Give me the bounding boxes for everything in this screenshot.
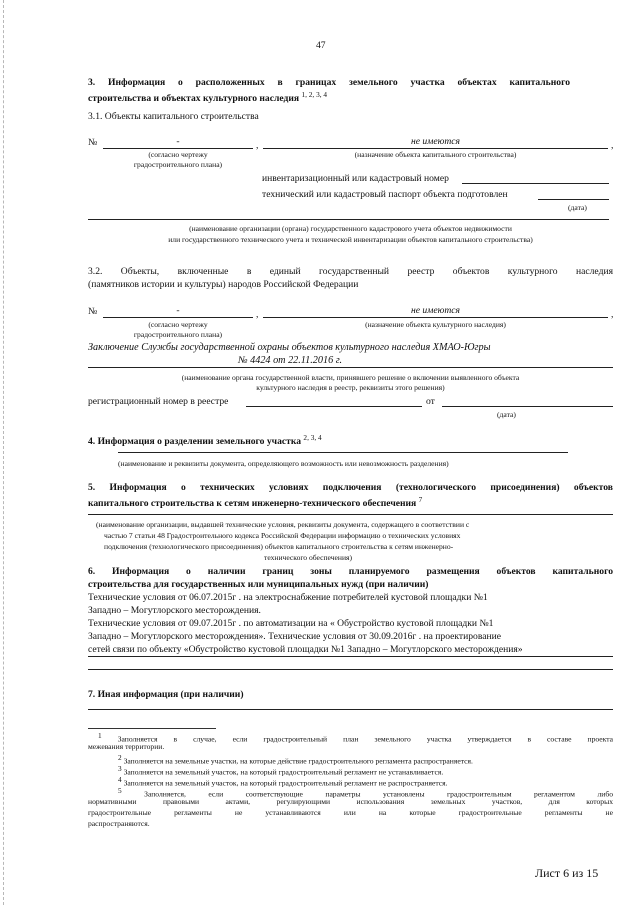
- section6-field-2: [88, 669, 613, 670]
- heritage-purpose-value: не имеются: [410, 305, 460, 316]
- org-caption-2: или государственного технического учета и технической инвентаризации объектов капитального строительства): [168, 235, 533, 244]
- section5-caption-2: частью 7 статьи 48 Градостроительного кодекса Российской Федерации информацию о технических условиях: [104, 531, 461, 540]
- registry-date-field: [442, 406, 613, 407]
- from-label: от: [426, 396, 435, 407]
- comma: ,: [611, 309, 614, 320]
- section4-caption: (наименование и реквизиты документа, определяющего возможность или невозможность разделения): [118, 459, 449, 468]
- footnote-separator: [88, 728, 216, 729]
- sheet-label: Лист 6 из 15: [535, 866, 599, 880]
- object-purpose-value: не имеются: [410, 136, 460, 147]
- section6-field-1: [88, 656, 613, 657]
- comma: ,: [256, 140, 259, 151]
- section4-field: [118, 452, 568, 453]
- section7-field: [88, 709, 613, 710]
- registry-label: регистрационный номер в реестре: [88, 396, 229, 407]
- section6-body-line3: Технические условия от 09.07.2015г . по автоматизации на « Обустройство кустовой площадки №1: [88, 618, 494, 629]
- scan-edge: [3, 0, 5, 905]
- org-field: [88, 219, 609, 220]
- section5-field: [88, 514, 613, 515]
- comma: ,: [611, 140, 614, 151]
- section4-title: 4. Информация о разделении земельного участка $^{2, 3, 4}$: [88, 433, 322, 448]
- heritage-purpose-field: [263, 317, 608, 318]
- footnote-1-line1: $^1$ Заполняется в случае, если градостроительный план земельного участка утверждается в составе проекта: [98, 731, 613, 744]
- section6-body-line1: Технические условия от 06.07.2015г . на электроснабжение потребителей кустовой площадки №1: [88, 592, 488, 603]
- comma: ,: [256, 309, 259, 320]
- authority-caption-2: культурного наследия в реестр, реквизиты этого решения): [256, 383, 445, 392]
- conclusion-line1: Заключение Службы государственной охраны объектов культурного наследия ХМАО-Югры: [88, 342, 491, 353]
- section6-title-line2: строительства для государственных или муниципальных нужд (при наличии): [88, 579, 429, 590]
- object-number-field: [103, 148, 253, 149]
- caption-drawing-2: градостроительного плана): [133, 160, 223, 169]
- section6-title-line1: 6. Информация о наличии границ зоны планируемого размещения объектов капитального: [88, 566, 613, 577]
- section3-title-line1: 3. Информация о расположенных в границах земельного участка объектах капитального: [88, 77, 570, 88]
- registry-number-field: [246, 406, 422, 407]
- footnote-3: $^3$ Заполняется на земельный участок, на который градостроительный регламент не устанавливается.: [118, 764, 444, 777]
- inventory-field: [462, 183, 609, 184]
- section5-title-line1: 5. Информация о технических условиях подключения (технологического присоединения) объектов: [88, 482, 613, 493]
- section6-body-line5: сетей связи по объекту «Обустройство кустовой площадки №1 Западно – Могутлорского месторождения»: [88, 644, 523, 655]
- page-number: 47: [316, 40, 326, 51]
- heritage-number-field: [103, 317, 253, 318]
- heritage-number-label: №: [88, 306, 98, 317]
- section5-caption-3: подключения (технологического присоединения) объектов капитального строительства к сетям инженерно-: [104, 542, 454, 551]
- footnote-4: $^4$ Заполняется на земельный участок, на который градостроительный регламент не распространяется.: [118, 775, 448, 788]
- footnote-5-line4: распространяются.: [88, 819, 150, 828]
- section31-heading: 3.1. Объекты капитального строительства: [88, 111, 259, 122]
- object-purpose-field: [263, 148, 608, 149]
- caption-purpose: (назначение объекта капитального строительства): [354, 150, 517, 159]
- passport-label: технический или кадастровый паспорт объекта подготовлен: [262, 189, 508, 200]
- section6-body-line4: Западно – Могутлорского месторождения». Технические условия от 30.09.2016г . на проектирование: [88, 631, 502, 642]
- org-caption-1: (наименование организации (органа) государственного кадастрового учета объектов недвижимости: [189, 224, 512, 233]
- footnote-1-line2: межевания территории.: [88, 742, 165, 751]
- caption-drawing2-2: градостроительного плана): [133, 330, 223, 339]
- caption-purpose2: (назначение объекта культурного наследия): [365, 320, 506, 329]
- section5-caption-1: (наименование организации, выдавшей технические условия, реквизиты документа, содержащего в соответствии с: [96, 520, 470, 529]
- date-caption: (дата): [568, 203, 587, 212]
- inventory-label: инвентаризационный или кадастровый номер: [262, 173, 449, 184]
- conclusion-line2: № 4424 от 22.11.2016 г.: [238, 355, 343, 366]
- section5-caption-4: технического обеспечения): [264, 553, 353, 562]
- section6-body-line2: Западно – Могутлорского месторождения.: [88, 605, 261, 616]
- authority-caption-1: (наименование органа государственной власти, принявшего решение о включении выявленного объекта: [181, 373, 520, 382]
- footnote-5-line1: $^5$ Заполняется, если соответствующие параметры установлены градостроительным регламентом либо: [118, 786, 613, 799]
- section5-title-line2: капитального строительства к сетям инженерно-технического обеспечения $^7$: [88, 495, 423, 510]
- caption-drawing2-1: (согласно чертежу: [148, 320, 208, 329]
- object-number-label: №: [88, 137, 98, 148]
- section32-heading-line2: (памятников истории и культуры) народов Российской Федерации: [88, 279, 359, 290]
- section3-title-line2: строительства и объектах культурного наследия $^{1, 2, 3, 4}$: [88, 90, 328, 105]
- date-caption2: (дата): [497, 410, 516, 419]
- footnote-5-line3: градостроительные регламенты не устанавливаются или на которые градостроительные регламенты не: [88, 808, 613, 817]
- footnote-5-line2: нормативными правовыми актами, регулирующими использования земельных участков, для которых: [88, 797, 613, 806]
- heritage-number-value: -: [176, 305, 180, 316]
- authority-field: [88, 367, 613, 368]
- passport-date-field: [538, 199, 609, 200]
- section32-heading-line1: 3.2. Объекты, включенные в единый государственный реестр объектов культурного наследия: [88, 266, 613, 277]
- object-number-value: -: [176, 136, 180, 147]
- section7-title: 7. Иная информация (при наличии): [88, 689, 244, 700]
- footnote-2: $^2$ Заполняется на земельные участки, на которые действие градостроительного регламента распространяется.: [118, 753, 473, 766]
- caption-drawing-1: (согласно чертежу: [148, 150, 208, 159]
